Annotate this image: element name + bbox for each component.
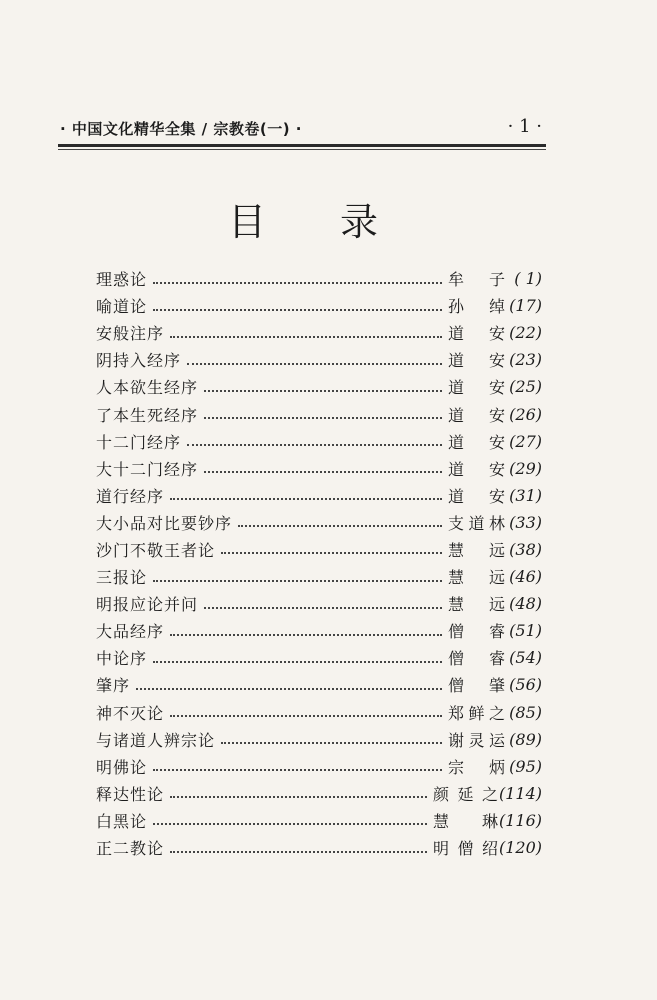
toc-entry-page: (54) [509,648,542,668]
toc-entry [96,617,542,644]
toc-entry [96,346,542,373]
toc-entry-author: 牟 子 [448,270,506,290]
toc-entry-title: 大小品对比要钞序 [96,513,233,533]
title-char-1: 目 [228,199,267,244]
toc-entry-page: (46) [509,567,542,587]
toc-entry-title: 正二教论 [96,839,165,859]
toc-entry-page: (85) [509,702,542,722]
toc-entry-page: (26) [509,404,542,424]
toc-entry [96,753,542,780]
toc-entry-author: 谢灵运 [448,730,506,750]
toc-entry-title: 喻道论 [96,297,148,317]
toc-leader-dots [170,715,442,717]
toc-entry-title: 三报论 [96,568,148,588]
toc-leader-dots [153,823,427,825]
toc-entry-page: ( 1) [514,269,542,289]
toc-entry-title: 安般注序 [96,324,165,344]
toc-entry-title: 白黑论 [96,811,148,831]
toc-entry [96,563,542,590]
page-title [228,193,378,243]
toc-entry [96,780,542,807]
toc-entry-page: (27) [509,431,542,451]
toc-leader-dots [187,363,442,365]
toc-leader-dots [204,417,442,419]
toc-leader-dots [204,471,442,473]
toc-entry-title: 人本欲生经序 [96,378,199,398]
toc-entry-title: 大十二门经序 [96,459,199,479]
toc-entry-author: 颜延之 [432,784,499,804]
series-title: · 中国文化精华全集 / 宗教卷(一) · [60,120,302,138]
toc-entry [96,455,542,482]
toc-entry [96,699,542,726]
toc-entry-author: 慧 远 [448,540,506,560]
toc-entry-page: (95) [509,756,542,776]
toc-entry [96,265,542,292]
toc-entry-page: (48) [509,594,542,614]
toc-leader-dots [170,851,427,853]
toc-entry [96,482,542,509]
toc-entry-author: 道 安 [448,324,506,344]
toc-entry-author: 僧 睿 [448,649,506,669]
toc-leader-dots [153,769,442,771]
toc-leader-dots [170,336,442,338]
toc-entry-page: (22) [509,323,542,343]
toc-leader-dots [170,634,442,636]
toc-entry-page: (89) [509,729,542,749]
toc-entry-page: (33) [509,512,542,532]
toc-entry-author: 道 安 [448,351,506,371]
toc-entry-title: 肇序 [96,676,131,696]
toc-entry [96,292,542,319]
toc-entry-page: (114) [498,783,542,803]
toc-entry-author: 僧 肇 [448,676,506,696]
toc-entry [96,319,542,346]
toc-entry-author: 道 安 [448,459,506,479]
toc-entry [96,509,542,536]
header-rule-thick [58,144,546,147]
toc-entry-author: 道 安 [448,486,506,506]
toc-leader-dots [204,390,442,392]
toc-entry [96,373,542,400]
toc-entry-page: (120) [498,838,542,858]
toc-entry-author: 明僧绍 [432,839,499,859]
toc-entry-title: 中论序 [96,649,148,669]
toc-entry-page: (29) [509,458,542,478]
toc-entry-author: 慧 远 [448,568,506,588]
toc-leader-dots [136,688,442,690]
page-number: · 1 · [507,116,542,137]
title-char-2: 录 [339,199,378,244]
toc-leader-dots [221,742,442,744]
toc-entry-title: 了本生死经序 [96,405,199,425]
toc-leader-dots [204,607,442,609]
toc-entry-author: 支道林 [448,513,506,533]
toc-entry-page: (38) [509,539,542,559]
toc-entry-author: 僧 睿 [448,622,506,642]
toc-entry [96,590,542,617]
toc-entry-title: 神不灭论 [96,703,165,723]
toc-entry-title: 道行经序 [96,486,165,506]
toc-leader-dots [170,498,442,500]
running-header [60,118,544,140]
toc-leader-dots [170,796,427,798]
toc-entry-author: 道 安 [448,378,506,398]
toc-entry-author: 郑鲜之 [448,703,506,723]
toc-entry-author: 宗 炳 [448,757,506,777]
toc-entry [96,807,542,834]
toc-entry-title: 理惑论 [96,270,148,290]
toc-leader-dots [153,282,442,284]
toc-entry [96,834,542,861]
toc-entry-author: 孙 绰 [448,297,506,317]
toc-entry [96,671,542,698]
toc-entry [96,536,542,563]
toc-entry-title: 与诸道人辨宗论 [96,730,216,750]
toc-entry-page: (23) [509,350,542,370]
toc-entry-page: (56) [509,675,542,695]
toc-entry-page: (116) [498,810,542,830]
toc-entry-title: 沙门不敬王者论 [96,540,216,560]
toc-entry-title: 明佛论 [96,757,148,777]
header-rule-thin [58,149,546,150]
toc-entry-author: 道 安 [448,405,506,425]
toc-entry-author: 慧 琳 [432,811,499,831]
toc-entry-page: (17) [509,296,542,316]
toc-entry-author: 慧 远 [448,595,506,615]
toc-leader-dots [153,309,442,311]
toc-leader-dots [187,444,442,446]
toc-leader-dots [221,552,442,554]
toc-entry-title: 阴持入经序 [96,351,182,371]
toc-entry [96,726,542,753]
toc-entry-title: 明报应论并问 [96,595,199,615]
toc-entry-page: (31) [509,485,542,505]
toc-leader-dots [238,525,442,527]
toc-leader-dots [153,661,442,663]
toc-entry [96,644,542,671]
toc-entry-page: (25) [509,377,542,397]
table-of-contents [96,265,542,861]
toc-leader-dots [153,580,442,582]
toc-entry [96,400,542,427]
toc-entry-page: (51) [509,621,542,641]
toc-entry [96,428,542,455]
toc-entry-title: 释达性论 [96,784,165,804]
toc-entry-title: 大品经序 [96,622,165,642]
toc-entry-author: 道 安 [448,432,506,452]
toc-entry-title: 十二门经序 [96,432,182,452]
